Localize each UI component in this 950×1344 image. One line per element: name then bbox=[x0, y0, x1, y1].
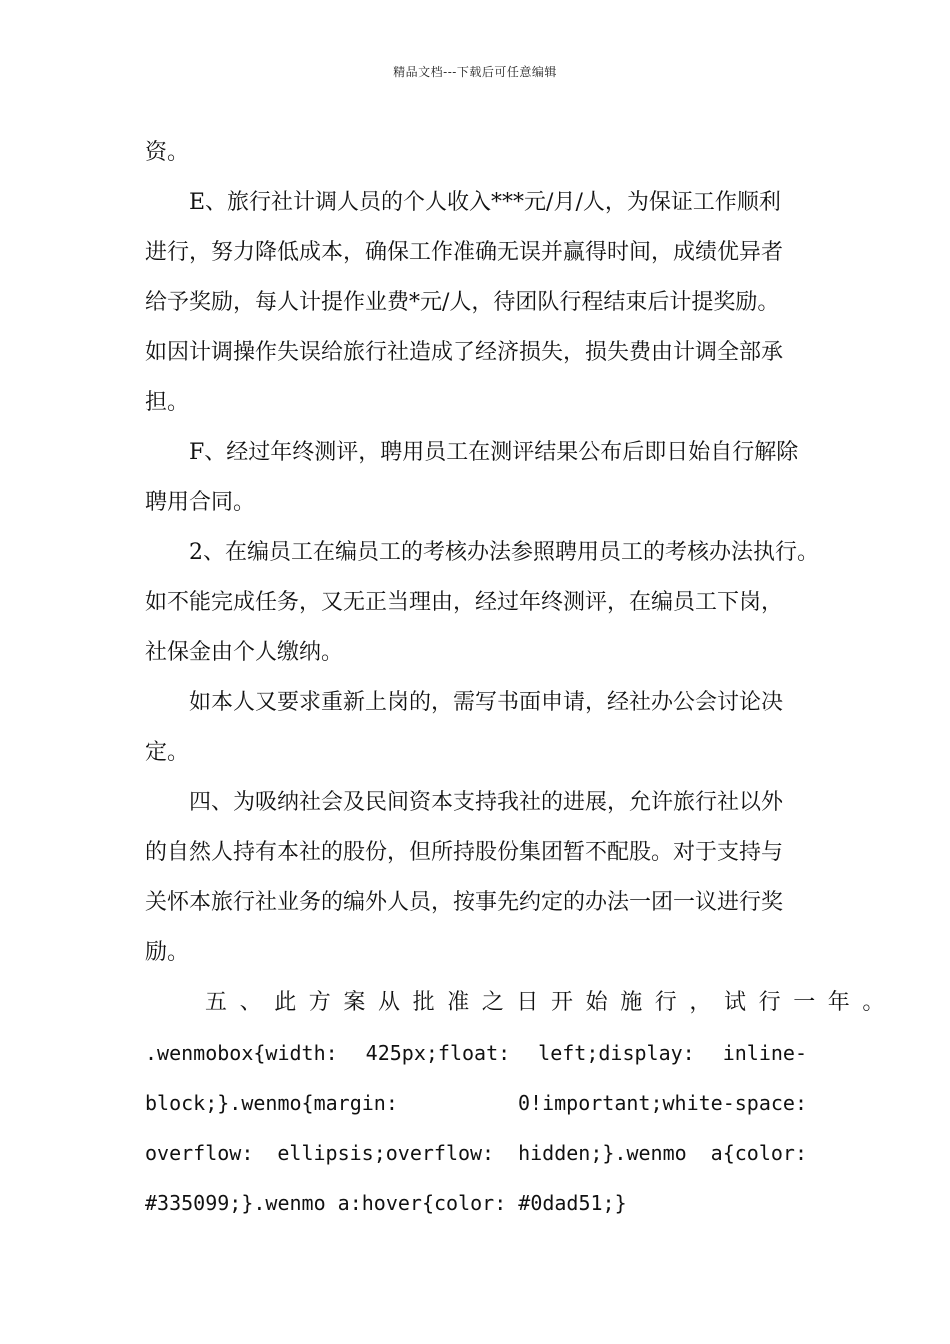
paragraph-line: 如本人又要求重新上岗的，需写书面申请，经社办公会讨论决 bbox=[189, 690, 784, 715]
document-body bbox=[145, 128, 898, 1228]
paragraph-line: 励。 bbox=[145, 940, 190, 965]
paragraph-line: 如不能完成任务，又无正当理由，经过年终测评，在编员工下岗， bbox=[145, 590, 784, 615]
paragraph-line: E、旅行社计调人员的个人收入***元/月/人，为保证工作顺利 bbox=[189, 190, 781, 215]
code-line: overflow: ellipsis;overflow: hidden;}.wenmo a{color: bbox=[145, 1141, 807, 1165]
code-line: block;}.wenmo{margin: 0!important;white-space: bbox=[145, 1091, 807, 1115]
paragraph-line: 进行，努力降低成本，确保工作准确无误并赢得时间，成绩优异者 bbox=[145, 240, 784, 265]
paragraph-line: 定。 bbox=[145, 740, 190, 765]
page-header: 精品文档---下载后可任意编辑 bbox=[393, 65, 557, 79]
paragraph-line: F、经过年终测评，聘用员工在测评结果公布后即日始自行解除 bbox=[189, 440, 799, 465]
paragraph-line: 四、为吸纳社会及民间资本支持我社的进展，允许旅行社以外 bbox=[189, 790, 784, 815]
paragraph-line: 给予奖励，每人计提作业费*元/人，待团队行程结束后计提奖励。 bbox=[145, 290, 780, 315]
paragraph-line: 如因计调操作失误给旅行社造成了经济损失，损失费由计调全部承 bbox=[145, 340, 784, 365]
paragraph-line: 五、此方案从批准之日开始施行，试行一年。 bbox=[205, 990, 898, 1015]
paragraph-line: 担。 bbox=[145, 390, 190, 415]
code-line: #335099;}.wenmo a:hover{color: #0dad51;} bbox=[145, 1191, 627, 1215]
paragraph-line: 聘用合同。 bbox=[145, 490, 256, 515]
paragraph-line: 资。 bbox=[145, 140, 190, 165]
paragraph-line: 2、在编员工在编员工的考核办法参照聘用员工的考核办法执行。 bbox=[189, 540, 819, 565]
paragraph-line: 社保金由个人缴纳。 bbox=[145, 640, 344, 665]
code-line: .wenmobox{width: 425px;float: left;display: inline- bbox=[145, 1041, 807, 1065]
paragraph-line: 的自然人持有本社的股份，但所持股份集团暂不配股。对于支持与 bbox=[145, 840, 784, 865]
paragraph-line: 关怀本旅行社业务的编外人员，按事先约定的办法一团一议进行奖 bbox=[145, 890, 784, 915]
